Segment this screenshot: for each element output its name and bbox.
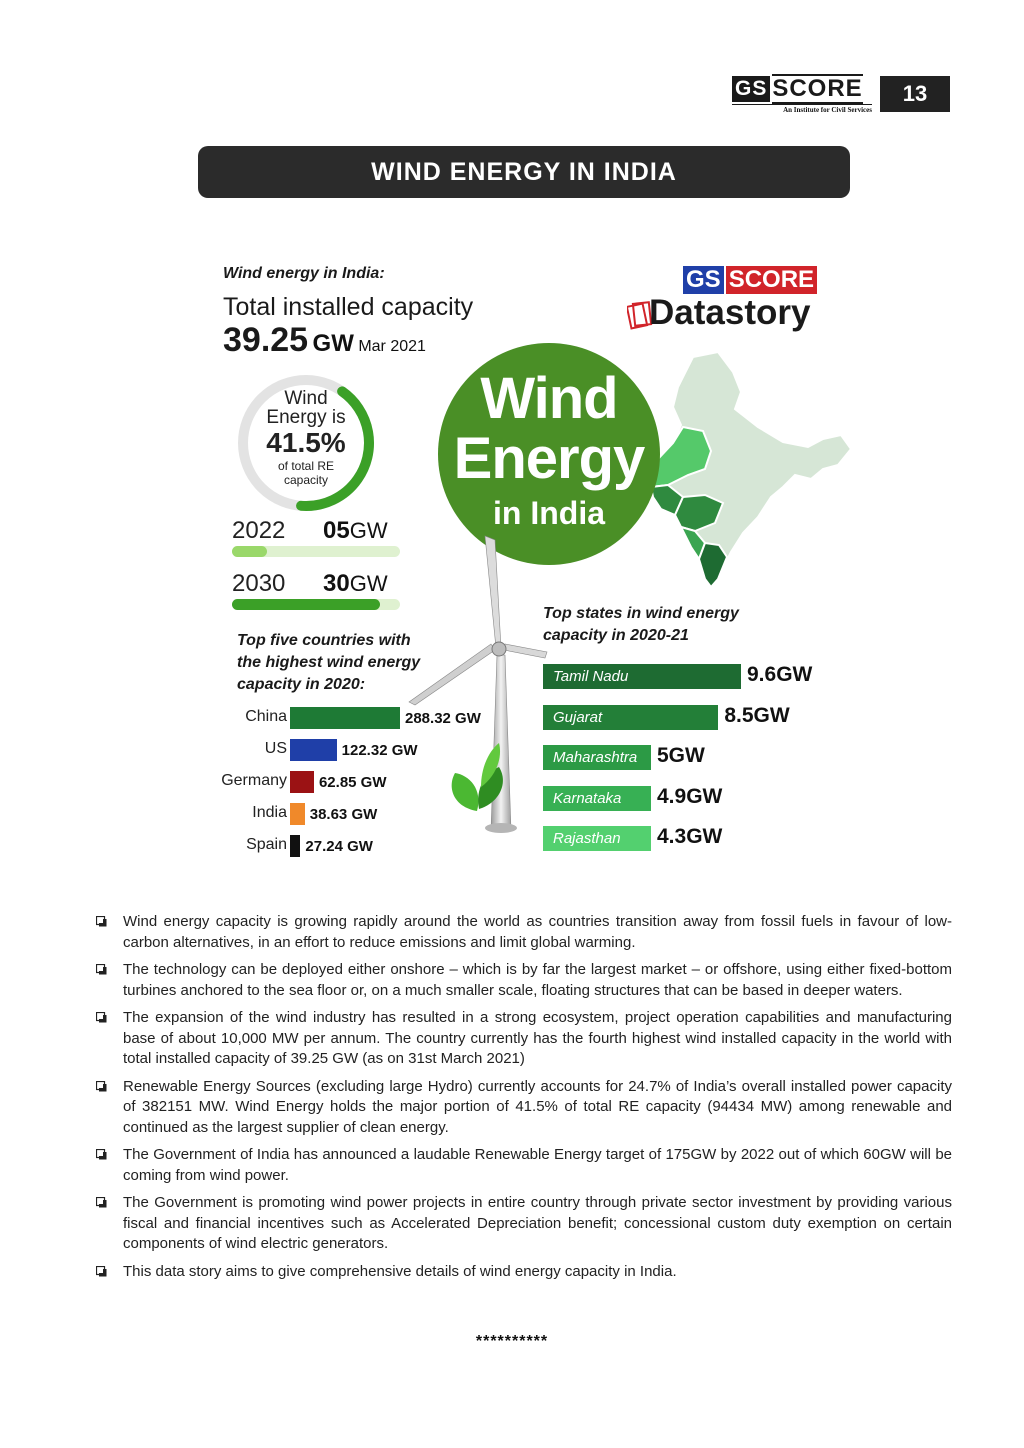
ring-percent: 41.5% — [266, 427, 346, 458]
datastory-logo — [627, 263, 827, 333]
logo-tagline: An Institute for Civil Services — [732, 104, 872, 114]
target-2022-year: 2022 — [232, 517, 286, 544]
circle-title-line3: in India — [493, 495, 605, 531]
ring-line4: capacity — [283, 473, 329, 487]
state-bar-2: Maharashtra — [543, 745, 651, 770]
circle-title-line2: Energy — [453, 426, 645, 491]
bullet-marker-icon — [96, 1197, 107, 1208]
bullet-marker-icon — [96, 964, 107, 975]
target-2030-bar-fill — [232, 599, 380, 610]
bullet-marker-icon — [96, 1266, 107, 1277]
total-capacity-label: Total installed capacity — [223, 293, 474, 321]
state-bar-0: Tamil Nadu — [543, 664, 741, 689]
ring-line3: of total RE — [277, 459, 335, 473]
datastory-logo-score: SCORE — [726, 266, 817, 294]
target-2022-unit: GW — [349, 518, 388, 543]
circle-title-line1: Wind — [480, 366, 618, 431]
country-name-3: India — [252, 804, 287, 821]
states-heading-2: capacity in 2020-21 — [543, 627, 689, 644]
country-name-4: Spain — [246, 836, 287, 853]
bullet-text: The expansion of the wind industry has resulted in a strong ecosystem, project operation capabilities and manufacturing base of about 10,000 MW per annum. The country currently has the fourth highest wind installed capacity in the world with total installed capacity of 39.25 GW (as on 31st March 2021) — [123, 1009, 952, 1067]
bullet-marker-icon — [96, 1081, 107, 1092]
total-capacity-value: 39.25 — [223, 321, 309, 359]
country-bar-1 — [290, 739, 337, 761]
country-name-0: China — [245, 708, 287, 725]
page-title: WIND ENERGY IN INDIA — [198, 146, 850, 198]
bullet-text: This data story aims to give comprehensive details of wind energy capacity in India. — [123, 1262, 677, 1280]
target-2030-unit: GW — [349, 571, 388, 596]
state-value-1: 8.5GW — [724, 703, 790, 727]
target-2022-bar-fill — [232, 546, 267, 557]
target-2030-value — [323, 570, 388, 598]
datastory-logo-gs: GS — [683, 266, 724, 294]
target-2030-year: 2030 — [232, 570, 286, 597]
country-value-0: 288.32 GW — [405, 710, 481, 727]
datastory-logo-word: Datastory — [649, 293, 811, 332]
bullet-list — [96, 912, 952, 1289]
total-capacity — [223, 321, 426, 360]
countries-heading-1: Top five countries with — [237, 632, 411, 649]
bullet-text: The technology can be deployed either onshore – which is by far the largest market – or offshore, using either fixed-bottom turbines anchored to the sea floor or, on a much smaller scale, floating structures that can be based in deeper waters. — [123, 961, 952, 999]
target-2022-number: 05 — [323, 517, 350, 544]
state-value-4: 4.3GW — [657, 825, 723, 848]
bullet-text: The Government is promoting wind power projects in entire country through private sector investment by providing various fiscal and financial incentives such as Accelerated Depreciation benefit; concessional custom duty exemption on certain components of wind electric generators. — [123, 1194, 952, 1252]
end-marker: ********** — [475, 1333, 549, 1350]
bullet-text: Wind energy capacity is growing rapidly around the world as countries transition away from fossil fuels in favour of low-carbon alternatives, in an effort to reduce emissions and limit global warming. — [123, 913, 952, 951]
target-2030-bar — [232, 599, 400, 610]
infographic — [205, 255, 850, 870]
countries-heading-3: capacity in 2020: — [237, 676, 366, 693]
country-bar-4 — [290, 835, 300, 857]
country-bar-3 — [290, 803, 305, 825]
target-2022-bar — [232, 546, 400, 557]
bullet-item — [96, 960, 952, 1001]
target-2022-value — [323, 517, 388, 545]
state-bar-3: Karnataka — [543, 786, 651, 811]
total-capacity-unit: GW — [312, 330, 354, 357]
gs-score-logo — [732, 76, 872, 114]
country-name-2: Germany — [221, 772, 287, 789]
page-number: 13 — [880, 76, 950, 112]
country-value-3: 38.63 GW — [309, 806, 378, 823]
total-capacity-date: Mar 2021 — [358, 338, 426, 355]
bullet-marker-icon — [96, 1149, 107, 1160]
ring-line1: Wind — [284, 388, 328, 409]
countries-heading-2: the highest wind energy — [237, 654, 421, 671]
bullet-marker-icon — [96, 916, 107, 927]
bullet-marker-icon — [96, 1012, 107, 1023]
state-value-2: 5GW — [657, 744, 705, 767]
bullet-text: Renewable Energy Sources (excluding large Hydro) currently accounts for 24.7% of India’s overall installed power capacity of 382151 MW. Wind Energy holds the major portion of 41.5% of total RE capacity (94434 MW) among renewable and continued as the largest supplier of clean energy. — [123, 1077, 952, 1136]
state-value-3: 4.9GW — [657, 784, 723, 808]
state-bar-1: Gujarat — [543, 705, 718, 730]
bullet-item — [96, 1262, 952, 1283]
states-heading-1: Top states in wind energy — [543, 605, 739, 622]
logo-gs: GS — [732, 76, 770, 102]
state-bar-4: Rajasthan — [543, 826, 651, 851]
bullet-item — [96, 1145, 952, 1186]
bullet-text: The Government of India has announced a laudable Renewable Energy target of 175GW by 2022 out of which 60GW will be coming from wind power. — [123, 1146, 952, 1184]
country-value-2: 62.85 GW — [318, 774, 387, 791]
country-bar-2 — [290, 771, 314, 793]
country-value-4: 27.24 GW — [305, 838, 373, 855]
bullet-item — [96, 1077, 952, 1139]
infographic-heading: Wind energy in India: — [223, 265, 385, 282]
country-name-1: US — [264, 740, 287, 757]
country-bar-0 — [290, 707, 400, 729]
bullet-item — [96, 1193, 952, 1255]
target-2030-number: 30 — [323, 570, 350, 597]
leaves-icon — [443, 737, 513, 817]
country-value-1: 122.32 GW — [341, 742, 418, 759]
bullet-item — [96, 912, 952, 953]
logo-score: SCORE — [772, 75, 863, 102]
bullet-item — [96, 1008, 952, 1070]
state-value-0: 9.6GW — [747, 663, 813, 686]
ring-line2: Energy is — [266, 407, 346, 428]
